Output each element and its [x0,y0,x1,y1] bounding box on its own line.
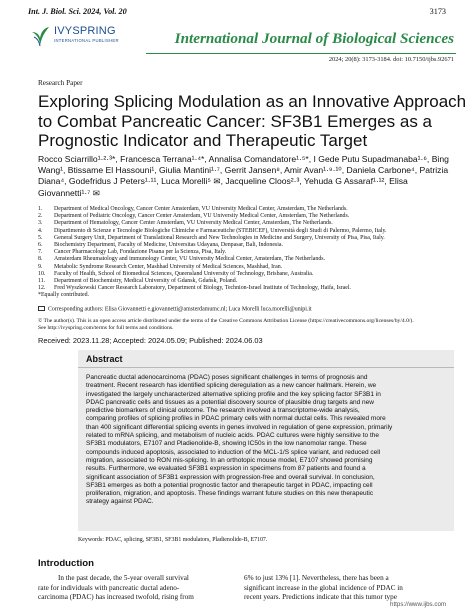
body-line: significant increase in the global incidence of PDAC in [244,583,403,592]
affiliation-text: Department of Medical Oncology, Cancer Center Amsterdam, VU University Medical Center, Amsterdam, The Netherlands. [54,206,348,212]
affiliation-number: 10. [38,270,46,277]
license-line[interactable]: See http://ivyspring.com/terms for full terms and conditions. [38,325,174,331]
abstract-line: investigated the largely uncharacterized alternative splicing profile and the key splicing factor SF3B1 in [86,390,381,398]
body-line: rate for individuals with pancreatic ductal adeno- [38,583,180,592]
affiliation-item [38,235,458,242]
abstract-line: treatment. Recent research has identified splicing deregulation as a new cancer hallmark. Herein, we [86,382,377,390]
abstract-line: strategy against PDAC. [86,498,154,506]
page-number: 3173 [429,7,446,16]
affiliation-list [38,206,458,292]
abstract-line: PDAC pancreatic cells and tissues as a potential discovery source of plausible drug targets and new [86,398,374,406]
abstract-body [86,374,448,507]
affiliation-text: Dipartimento di Scienze e Tecnologie Biologiche Chimiche e Farmaceutiche (STEBICEF), Università degli Studi di Palermo, Palermo, Italy. [54,227,387,234]
journal-url[interactable]: https://www.ijbs.com [390,601,447,608]
affiliation-number: 6. [38,242,43,249]
abstract-divider [78,367,454,368]
author-line: Rocco Sciarrillo¹·²·³*, Francesca Terrana¹·⁴*, Annalisa Comandatore¹·⁵*, I Gede Putu Supadmanaba¹·⁶, Bing [38,154,449,164]
affiliation-number: 3. [38,220,43,227]
affiliation-number: 12. [38,285,46,292]
affiliation-number: 1. [38,206,43,212]
publisher-logo [28,24,140,50]
abstract-line: SF3B1 modulators, E7107 and Pladienolide-B, showing IC50s in the low nanomolar range. These [86,440,367,448]
keywords: Keywords: PDAC, splicing, SF3B1, SF3B1 modulators, Pladienolide-B, E7107. [78,537,268,543]
affiliation-text: Department of Pediatric Oncology, Cancer Center Amsterdam, VU University Medical Center, Amsterdam, The Netherlands. [54,213,350,220]
affiliation-item [38,264,458,271]
introduction-heading: Introduction [38,558,94,569]
journal-name: International Journal of Biological Sciences [174,30,454,47]
abstract-line: comparing profiles of splicing profiles in PDAC primary cells with normal ductal cells. This revealed more [86,415,386,423]
abstract-heading: Abstract [86,354,123,364]
running-head [28,7,446,21]
body-line: recent years. Predictions indicate that this tumor type [244,593,397,602]
affiliation-item [38,249,458,256]
body-line: carcinoma (PDAC) has increased twofold, rising from [38,593,194,602]
license-notice [38,318,458,332]
article-title [38,92,467,151]
affiliation-text: Cancer Pharmacology Lab, Fondazione Pisana per la Scienza, Pisa, Italy. [54,249,227,256]
abstract-line: than 400 significant differential splicing events in genes involved in regulation of gene expression, primarily [86,423,393,431]
affiliation-item [38,256,458,263]
affiliation-text: Metabolic Syndrome Research Center, Mashhad University of Medical Sciences, Mashhad, Iran. [54,263,283,270]
affiliation-number: 8. [38,256,43,263]
publication-dates: Received: 2023.11.28; Accepted: 2024.05.09; Published: 2024.06.03 [38,336,263,345]
author-line: Wang¹, Btissame El Hassouni¹, Giulia Mantini¹·⁷, Gerrit Jansen⁸, Amir Avan¹·⁹·¹⁰, Daniela Carbone⁴, Patrizia [38,165,449,176]
article-type: Research Paper [38,79,83,87]
affiliation-item [38,242,458,249]
affiliation-number: 9. [38,263,43,270]
abstract-line: Pancreatic ductal adenocarcinoma (PDAC) poses significant challenges in terms of prognosis and [86,374,368,381]
envelope-icon [38,306,45,311]
journal-citation-doi: 2024; 20(8): 3173-3184. doi: 10.7150/ijbs.92671 [328,56,454,63]
affiliation-number: 4. [38,227,43,234]
journal-short-citation: Int. J. Biol. Sci. 2024, Vol. 20 [28,7,127,16]
affiliation-text: Biochemistry Department, Faculty of Medicine, Universitas Udayana, Denpasar, Bali, Indonesia. [54,242,283,249]
abstract-line: significant association of SF3B1 expression with progression-free and overall survival. In conclusion, [86,473,375,481]
abstract-line: related to mRNA splicing, and metabolism of nucleic acids. PDAC cultures were highly sensitive to the [86,432,379,440]
affiliation-text: Department of Hematology, Cancer Center Amsterdam, VU University Medical Center, Amsterdam, The Netherlands. [54,220,333,227]
author-line: Diana⁴, Godefridus J Peters¹·¹¹, Luca Morelli⁵ ✉, Jacqueline Cloos²·³, Yehuda G Assaraf¹·¹², Elisa [38,176,408,187]
corresponding-authors [38,306,312,313]
affiliation-text: Department of Biochemistry, Medical University of Gdansk, Gdańsk, Poland. [54,278,238,285]
equal-contribution-note: *Equally contributed. [38,292,90,298]
author-line: Giovannetti¹·⁷ ✉ [38,187,100,198]
header-divider [146,53,456,54]
title-line: to Combat Pancreatic Cancer: SF3B1 Emerges as a [38,111,433,131]
author-list [38,154,458,199]
abstract-box [78,350,454,531]
affiliation-text: Amsterdam Rheumatology and immunology Center, VU University Medical Center, Amsterdam, The Netherlands. [54,256,326,263]
affiliation-text: General Surgery Unit, Department of Translational Research and New Technologies in Medicine and Surgery, University of Pisa, Pisa, Italy. [54,234,385,241]
abstract-line: proliferation, migration, and apoptosis. These findings warrant future studies on this new therapeutic [86,490,374,498]
abstract-line: SF3B1 emerges as both a potential prognostic factor and therapeutic target in PDAC, impacting cell [86,481,373,489]
affiliation-item [38,220,458,227]
title-line: Prognostic Indicator and Therapeutic Target [38,131,368,151]
title-line: Exploring Splicing Modulation as an Innovative Approach [38,92,467,111]
license-line[interactable]: © The author(s). This is an open access article distributed under the terms of the Creative Commons Attribution License (https://creativecommons.org/licenses/by/4.0/). [38,318,414,324]
affiliation-text: Fred Wyszkowski Cancer Research Laboratory, Department of Biology, Technion-Israel Institute of Technology, Haifa, Israel. [54,285,352,292]
affiliation-item [38,228,458,235]
body-line: 6% to just 13% [1]. Nevertheless, there has been a [244,574,389,582]
affiliation-item [38,271,458,278]
affiliation-number: 2. [38,213,43,220]
ivy-leaf-icon [28,24,52,48]
affiliation-number: 5. [38,234,43,241]
affiliation-text: Faculty of Health, School of Biomedical Sciences, Queensland University of Technology, Brisbane, Australia. [54,270,314,277]
publisher-name: IVYSPRING [54,25,116,37]
affiliation-number: 11. [38,278,46,285]
affiliation-item [38,285,458,292]
introduction-left-column [38,574,234,603]
introduction-right-column [244,574,456,603]
abstract-line: compounds induced apoptosis, associated to induction of the MCL-1/S splice variant, and reduced cell [86,448,381,456]
abstract-line: predictive biomarkers of clinical outcome. The research involved a transcriptome-wide analysis, [86,407,360,415]
abstract-line: results. Furthermore, we evaluated SF3B1 expression in specimens from 87 patients and found a [86,465,366,473]
corresponding-text[interactable]: Corresponding authors: Elisa Giovannetti e.giovannetti@amsterdamumc.nl; Luca Morelli luca.morelli@unipi.it [48,306,312,313]
abstract-line: migration, associated to RON mis-splicing. In an orthotopic mouse model, E7107 showed promising [86,456,373,464]
affiliation-number: 7. [38,249,43,256]
publisher-tagline: INTERNATIONAL PUBLISHER [54,38,119,43]
body-line: In the past decade, the 5-year overall survival [58,574,189,582]
